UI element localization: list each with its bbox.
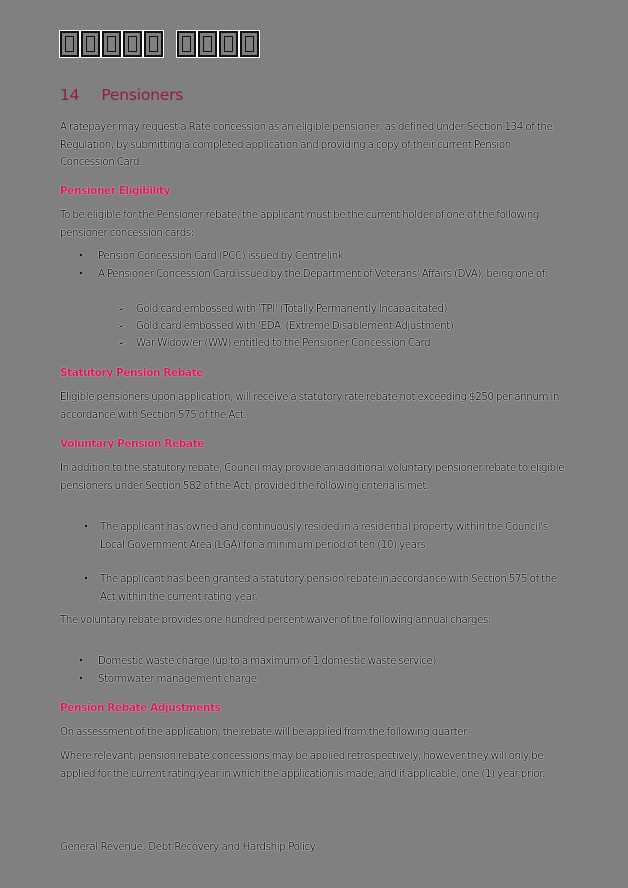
arrow-bullet-icon: ➢ [117, 304, 126, 315]
bullet-icon: • [78, 269, 84, 280]
section-title [60, 86, 183, 104]
heading-pensioner-eligibility: Pensioner Eligibility [60, 185, 171, 197]
section-number: 14 [60, 86, 80, 104]
footer-policy-title: General Revenue, Debt Recovery and Hardship Policy [60, 842, 316, 853]
logo-letter-icon [123, 31, 142, 57]
logo-letter-icon [81, 31, 100, 57]
logo-letter-icon [144, 31, 163, 57]
heading-voluntary-pension-rebate: Voluntary Pension Rebate [60, 438, 204, 450]
section-name: Pensioners [101, 86, 184, 104]
adjustments-paragraph-1: On assessment of the application, the rebate will be applied from the following quarter. [60, 727, 470, 738]
intro-paragraph: A ratepayer may request a Rate concession as an eligible pensioner, as defined under Section 134 of the Regulation, by submitting a completed application and providing a copy of their current Pension Concession Card. [60, 122, 553, 168]
arrow-bullet-icon: ➢ [117, 321, 126, 332]
heading-pension-rebate-adjustments: Pension Rebate Adjustments [60, 702, 221, 714]
adjustments-paragraph-2: Where relevant, pension rebate concessions may be applied retrospectively, however they will only be applied for the current rating year in which the application is made, and if applicable, one (1) year prior. [60, 751, 545, 780]
heading-statutory-pension-rebate: Statutory Pension Rebate [60, 367, 203, 379]
logo-letter-icon [60, 31, 79, 57]
logo-letter-icon [240, 31, 259, 57]
voluntary-paragraph: In addition to the statutory rebate, Council may provide an additional voluntary pensioner rebate to eligible pensioners under Section 582 of the Act, provided the following criteria is met: [60, 463, 565, 492]
logo-letter-icon [219, 31, 238, 57]
arrow-bullet-icon: ➢ [117, 338, 126, 349]
bullet-icon: • [78, 656, 84, 667]
document-page: 14 Pensioners A ratepayer may request a Rate concession as an eligible pensioner, as defined under Section 134 of the Regulation, by submitting a completed application and providing a copy of their current Pension Concession Card. Pensioner Eligibility To be eligible for the Pensioner rebate, the applicant must be the current holder of one of the following pensioner concession cards: • Pension Concession Card (PCC) issued by Centrelink • A Pensioner Concession Card issued by the Department of Veterans' Affairs (DVA), being one of: ➢ Gold card embossed with 'TPI' (Totally Permanently Incapacitated) ➢ Gold card embossed with 'EDA' (Extreme Disablement Adjustment) ➢ War Widow/er (WW) entitled to the Pensioner Concession Card Statutory Pension Rebate Eligible pensioners upon application, will receive a statutory rate rebate not exceeding $250 per annum in accordance with Section 575 of the Act. Voluntary Pension Rebate In addition to the statutory rebate, Council may provide an additional voluntary pensioner rebate to eligible pensioners under Section 582 of the Act, provided the following criteria is met: • The applicant has owned and continuously resided in a residential property within the Council's Local Government Area (LGA) for a minimum period of ten (10) years. • The applicant has been granted a statutory pension rebate in accordance with Section 575 of the Act within the current rating year. The voluntary rebate provides one hundred percent waiver of the following annual charges: • Domestic waste charge (up to a maximum of 1 domestic waste service) • Stormwater management charge. Pension Rebate Adjustments On assessment of the application, the rebate will be applied from the following quarter. Where relevant, pension rebate concessions may be applied retrospectively, however they will only be applied for the current rating year in which the application is made, and if applicable, one (1) year prior. General Revenue, Debt Recovery and Hardship Policy [0, 0, 628, 888]
logo-letter-icon [177, 31, 196, 57]
inner-west-logo [60, 29, 259, 59]
logo-letter-icon [102, 31, 121, 57]
bullet-icon: • [78, 251, 84, 262]
logo-letter-icon [198, 31, 217, 57]
bullet-icon: • [83, 574, 89, 585]
statutory-paragraph: Eligible pensioners upon application, will receive a statutory rate rebate not exceeding $250 per annum in accordance with Section 575 of the Act. [60, 392, 560, 421]
waiver-paragraph: The voluntary rebate provides one hundred percent waiver of the following annual charges: [60, 615, 492, 626]
bullet-icon: • [78, 674, 84, 685]
eligibility-paragraph: To be eligible for the Pensioner rebate, the applicant must be the current holder of one of the following pensioner concession cards: [60, 210, 540, 239]
bullet-icon: • [83, 522, 89, 533]
